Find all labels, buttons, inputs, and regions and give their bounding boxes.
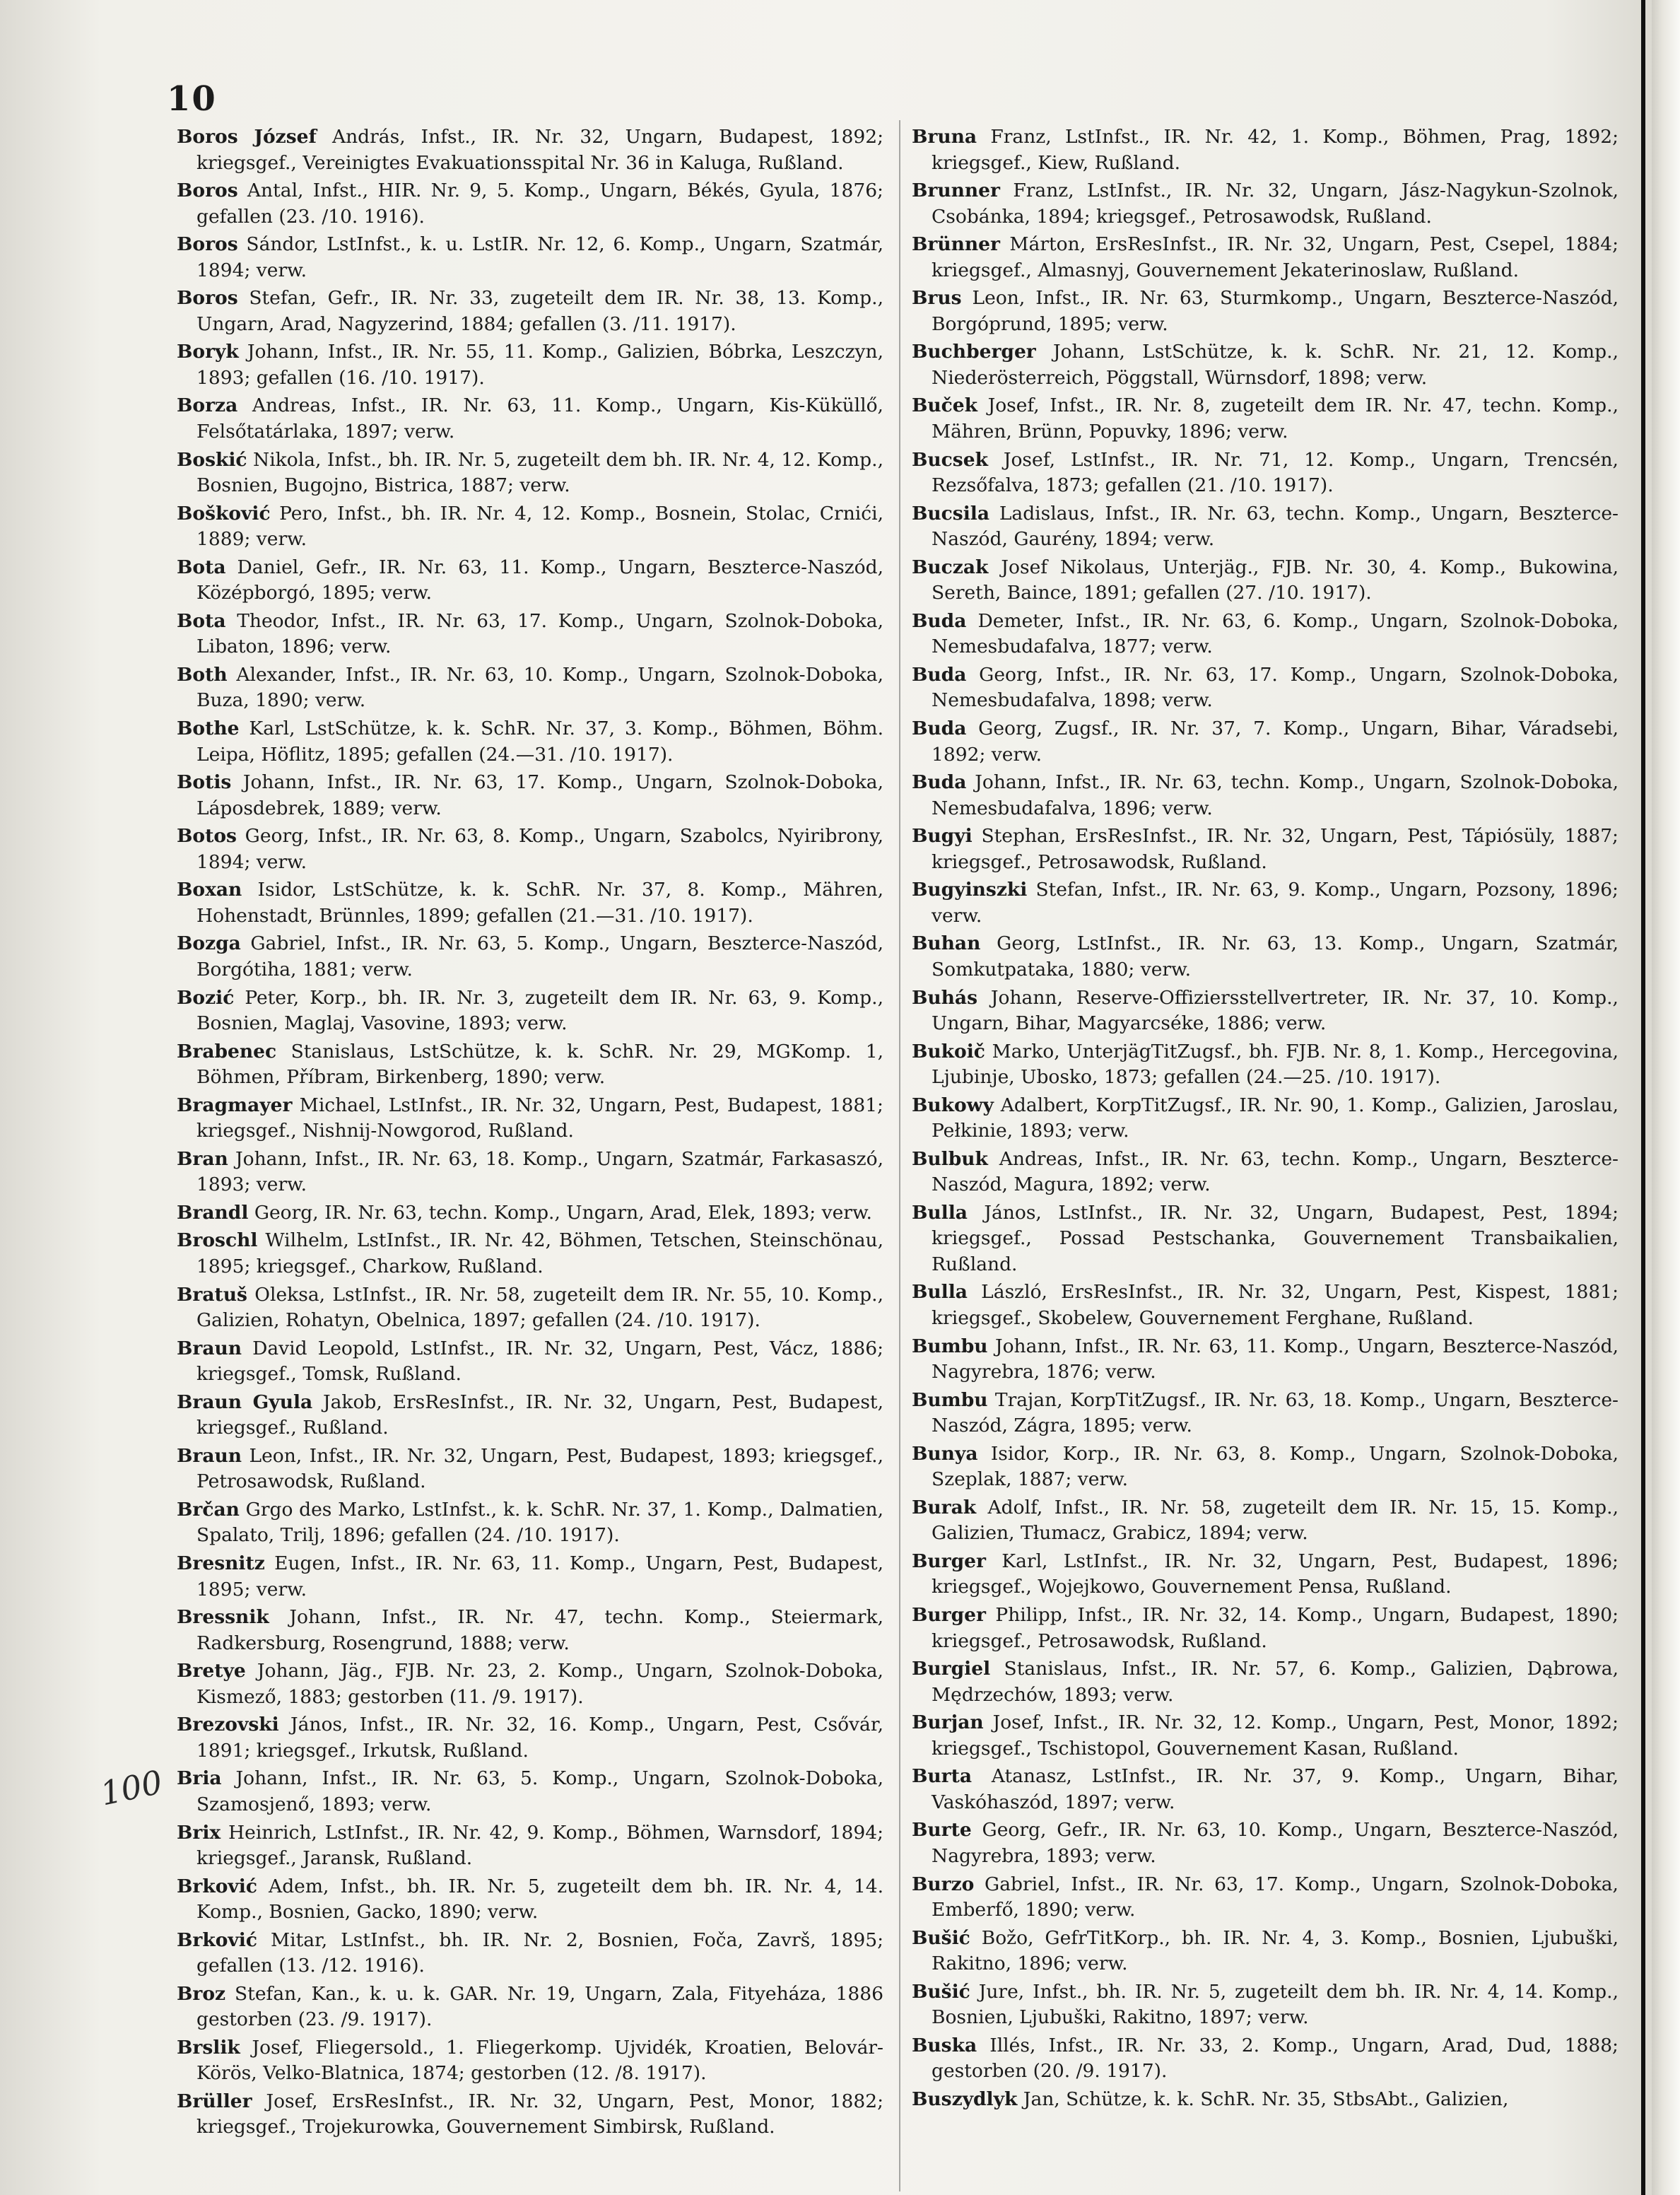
list-entry [912,1710,1619,1762]
list-entry [177,1982,883,2033]
entry-surname: Bota [177,609,226,632]
list-entry [177,1605,883,1656]
list-entry [177,1712,883,1764]
list-entry [177,1336,883,1388]
entry-surname: Buček [912,394,978,417]
list-entry [177,2035,883,2087]
entry-details: Alexander, Infst., IR. Nr. 63, 10. Komp., Ungarn, Szolnok-Doboka, Buza, 1890; verw. [196,663,883,712]
page-number: 10 [167,79,217,119]
entry-surname: Buda [912,771,967,794]
entry-details: Franz, LstInfst., IR. Nr. 32, Ungarn, Jász-Nagykun-Szolnok, Csobánka, 1894; kriegsgef., Petrosawodsk, Rußland. [932,180,1619,228]
list-entry [912,1549,1619,1600]
list-entry [177,1497,883,1549]
entry-surname: Brezovski [177,1714,279,1736]
entry-surname: Buhan [912,932,981,955]
entry-details: János, Infst., IR. Nr. 32, 16. Komp., Ungarn, Pest, Csővár, 1891; kriegsgef., Irkutsk, Rußland. [196,1714,883,1762]
entry-details: Stefan, Infst., IR. Nr. 63, 9. Komp., Ungarn, Pozsony, 1896; verw. [932,879,1619,927]
list-entry [177,286,883,337]
entry-details: Božo, GefrTitKorp., bh. IR. Nr. 4, 3. Komp., Bosnien, Ljubuški, Rakitno, 1896; verw. [932,1926,1619,1975]
entry-surname: Burte [912,1819,972,1842]
list-entry [177,1147,883,1198]
entry-surname: Borza [177,394,238,417]
entry-details: Eugen, Infst., IR. Nr. 63, 11. Komp., Ungarn, Pest, Budapest, 1895; verw. [196,1552,883,1600]
list-entry [912,232,1619,283]
entry-surname: Bošković [177,502,271,525]
entry-details: Johann, LstSchütze, k. k. SchR. Nr. 21, 12. Komp., Niederösterreich, Pöggstall, Würnsdorf, 1898; verw. [932,341,1619,389]
entry-surname: Brković [177,1875,257,1897]
entry-surname: Botos [177,825,237,848]
entry-surname: Bulla [912,1281,968,1304]
entry-details: Grgo des Marko, LstInfst., k. k. SchR. Nr. 37, 1. Komp., Dalmatien, Spalato, Trilj, 1896; gefallen (24. /10. 1917). [196,1498,883,1547]
entry-surname: Burzo [912,1873,975,1895]
entry-surname: Burta [912,1765,973,1788]
entry-surname: Brünner [912,233,1000,256]
entry-details: Oleksa, LstInfst., IR. Nr. 58, zugeteilt dem IR. Nr. 55, 10. Komp., Galizien, Rohatyn, Obelnica, 1897; gefallen (24. /10. 1917). [196,1283,883,1332]
list-entry [177,1444,883,1495]
entry-details: Wilhelm, LstInfst., IR. Nr. 42, Böhmen, Tetschen, Steinschönau, 1895; kriegsgef., Charkow, Rußland. [196,1229,883,1277]
entry-surname: Brabenec [177,1040,277,1063]
list-entry [177,1039,883,1091]
entry-surname: Burger [912,1604,986,1627]
page-edge-line [1641,0,1645,2195]
list-entry [912,124,1619,176]
list-entry [177,178,883,230]
entry-details: Daniel, Gefr., IR. Nr. 63, 11. Komp., Ungarn, Beszterce-Naszód, Középborgó, 1895; verw. [196,556,883,604]
list-entry [177,2089,883,2141]
entry-details: Nikola, Infst., bh. IR. Nr. 5, zugeteilt dem bh. IR. Nr. 4, 12. Komp., Bosnien, Bugojno, Bistrica, 1887; verw. [196,448,883,497]
entry-details: Johann, Infst., IR. Nr. 55, 11. Komp., Galizien, Bóbrka, Leszczyn, 1893; gefallen (16. /10. 1917). [196,341,883,389]
entry-details: Andreas, Infst., IR. Nr. 63, 11. Komp., Ungarn, Kis-Küküllő, Felsőtatárlaka, 1897; verw. [196,394,883,443]
entry-details: Josef, Infst., IR. Nr. 32, 12. Komp., Ungarn, Pest, Monor, 1892; kriegsgef., Tschistopol, Gouvernement Kasan, Rußland. [932,1711,1619,1760]
page-edge-shadow [1652,0,1680,2195]
entry-surname: Bukowy [912,1094,994,1116]
entry-details: Karl, LstInfst., IR. Nr. 32, Ungarn, Pest, Budapest, 1896; kriegsgef., Wojejkowo, Gouvernement Pensa, Rußland. [932,1550,1619,1598]
entry-details: Stefan, Gefr., IR. Nr. 33, zugeteilt dem IR. Nr. 38, 13. Komp., Ungarn, Arad, Nagyzerind, 1884; gefallen (3. /11. 1917). [196,287,883,335]
list-entry [177,1282,883,1334]
list-entry [912,1818,1619,1869]
list-entry [912,770,1619,821]
entry-surname: Buda [912,718,967,740]
entry-surname: Buda [912,609,967,632]
entry-surname: Bušić [912,1926,970,1949]
entry-details: Stephan, ErsResInfst., IR. Nr. 32, Ungarn, Pest, Tápiósüly, 1887; kriegsgef., Petrosawodsk, Rußland. [932,825,1619,873]
list-entry [177,1093,883,1145]
list-entry [912,662,1619,714]
entry-details: Georg, Infst., IR. Nr. 63, 17. Komp., Ungarn, Szolnok-Doboka, Nemesbudafalva, 1898; verw. [932,663,1619,712]
entry-details: Mitar, LstInfst., bh. IR. Nr. 2, Bosnien, Foča, Završ, 1895; gefallen (13. /12. 1916). [196,1928,883,1977]
entry-surname: Botis [177,771,232,794]
list-entry [912,2033,1619,2085]
entry-surname: Bressnik [177,1606,269,1629]
entry-details: Josef Nikolaus, Unterjäg., FJB. Nr. 30, 4. Komp., Bukowina, Sereth, Baince, 1891; gefallen (27. /10. 1917). [932,556,1619,604]
entry-surname: Bukoič [912,1040,985,1063]
entry-surname: Bugyinszki [912,879,1028,901]
list-entry [912,877,1619,929]
list-entry [912,178,1619,230]
entry-surname: Bozić [177,986,235,1009]
list-entry [177,501,883,553]
entry-details: Josef, ErsResInfst., IR. Nr. 32, Ungarn, Pest, Monor, 1882; kriegsgef., Trojekurowka, Gouvernement Simbirsk, Rußland. [196,2090,883,2138]
list-entry [912,1764,1619,1815]
entry-details: Adalbert, KorpTitZugsf., IR. Nr. 90, 1. Komp., Galizien, Jaroslau, Pełkinie, 1893; verw. [932,1094,1619,1142]
list-entry [177,393,883,445]
entry-details: Trajan, KorpTitZugsf., IR. Nr. 63, 18. Komp., Ungarn, Beszterce-Naszód, Zágra, 1895; verw. [932,1388,1619,1437]
entry-surname: Braun Gyula [177,1391,313,1413]
entry-surname: Brandl [177,1201,249,1224]
list-entry [912,1334,1619,1386]
list-entry [177,985,883,1037]
entry-surname: Bozga [177,932,241,955]
list-entry [912,1603,1619,1654]
entry-details: Theodor, Infst., IR. Nr. 63, 17. Komp., Ungarn, Szolnok-Doboka, Libaton, 1896; verw. [196,609,883,658]
entry-details: Johann, Jäg., FJB. Nr. 23, 2. Komp., Ungarn, Szolnok-Doboka, Kismező, 1883; gestorben (11. /9. 1917). [196,1660,883,1708]
list-entry [912,1495,1619,1547]
entry-details: László, ErsResInfst., IR. Nr. 32, Ungarn, Pest, Kispest, 1881; kriegsgef., Skobelew, Gouvernement Ferghane, Rußland. [932,1281,1619,1329]
list-entry [177,1928,883,1979]
entry-details: Johann, Infst., IR. Nr. 63, 17. Komp., Ungarn, Szolnok-Doboka, Láposdebrek, 1889; verw. [196,771,883,819]
list-entry [177,339,883,391]
entry-surname: Bruna [912,126,977,148]
entry-details: Sándor, LstInfst., k. u. LstIR. Nr. 12, 6. Komp., Ungarn, Szatmár, 1894; verw. [196,233,883,281]
entry-surname: Boskić [177,448,247,471]
entry-details: Johann, Infst., IR. Nr. 63, 18. Komp., Ungarn, Szatmár, Farkasaszó, 1893; verw. [196,1147,883,1196]
list-entry [177,716,883,768]
entry-surname: Broz [177,1982,226,2005]
entry-details: Karl, LstSchütze, k. k. SchR. Nr. 37, 3. Komp., Böhmen, Böhm. Leipa, Höflitz, 1895; gefallen (24.—31. /10. 1917). [196,718,883,766]
list-entry [177,1228,883,1280]
entry-surname: Bunya [912,1442,978,1465]
list-entry [177,1390,883,1441]
entry-details: János, LstInfst., IR. Nr. 32, Ungarn, Budapest, Pest, 1894; kriegsgef., Possad Pestschanka, Gouvernement Transbaikalien, Rußland. [932,1201,1619,1275]
entry-details: Andreas, Infst., IR. Nr. 63, techn. Komp., Ungarn, Beszterce-Naszód, Magura, 1892; verw. [932,1147,1619,1196]
list-entry [912,2087,1619,2113]
handwritten-margin-note: 100 [97,1762,166,1813]
entry-details: Illés, Infst., IR. Nr. 33, 2. Komp., Ungarn, Arad, Dud, 1888; gestorben (20. /9. 1917). [932,2034,1619,2083]
entry-details: Georg, Infst., IR. Nr. 63, 8. Komp., Ungarn, Szabolcs, Nyiribrony, 1894; verw. [196,825,883,873]
entry-surname: Buda [912,663,967,686]
entry-details: Pero, Infst., bh. IR. Nr. 4, 12. Komp., Bosnein, Stolac, Crnići, 1889; verw. [196,502,883,551]
entry-details: Adem, Infst., bh. IR. Nr. 5, zugeteilt dem bh. IR. Nr. 4, 14. Komp., Bosnien, Gacko, 1890; verw. [196,1875,883,1924]
entry-surname: Bucsila [912,502,990,525]
list-entry [177,662,883,714]
list-entry [912,1039,1619,1091]
entry-details: Josef, Infst., IR. Nr. 8, zugeteilt dem IR. Nr. 47, techn. Komp., Mähren, Brünn, Popuvky, 1896; verw. [932,394,1619,443]
list-entry [912,393,1619,445]
entry-surname: Burak [912,1496,977,1518]
entry-surname: Burgiel [912,1658,991,1680]
entry-surname: Bumbu [912,1388,988,1411]
entry-details: Johann, Infst., IR. Nr. 63, 11. Komp., Ungarn, Beszterce-Naszód, Nagyrebra, 1876; verw. [932,1335,1619,1383]
entry-surname: Boros József [177,126,317,148]
list-entry [912,1147,1619,1198]
entry-surname: Boryk [177,341,239,363]
entry-details: Isidor, LstSchütze, k. k. SchR. Nr. 37, 8. Komp., Mähren, Hohenstadt, Brünnles, 1899; gefallen (21.—31. /10. 1917). [196,879,883,927]
entry-surname: Brunner [912,180,1000,202]
list-entry [912,1200,1619,1278]
list-entry [177,1200,883,1227]
entry-surname: Boxan [177,879,242,901]
list-entry [912,1388,1619,1439]
entry-surname: Brüller [177,2090,252,2112]
entry-details: Johann, Infst., IR. Nr. 63, 5. Komp., Ungarn, Szolnok-Doboka, Szamosjenő, 1893; verw. [196,1767,883,1815]
entry-details: Georg, Zugsf., IR. Nr. 37, 7. Komp., Ungarn, Bihar, Váradsebi, 1892; verw. [932,718,1619,766]
entry-surname: Buhás [912,986,978,1009]
entry-details: Márton, ErsResInfst., IR. Nr. 32, Ungarn, Pest, Csepel, 1884; kriegsgef., Almasnyj, Gouvernement Jekaterinoslaw, Rußland. [932,233,1619,281]
entry-details: Marko, UnterjägTitZugsf., bh. FJB. Nr. 8, 1. Komp., Hercegovina, Ljubinje, Ubosko, 1873; gefallen (24.—25. /10. 1917). [932,1040,1619,1089]
entry-details: Jan, Schütze, k. k. SchR. Nr. 35, StbsAbt., Galizien, [1017,2088,1509,2110]
entry-details: Stefan, Kan., k. u. k. GAR. Nr. 19, Ungarn, Zala, Fityeháza, 1886 gestorben (23. /9. 1917). [196,1982,883,2031]
list-entry [912,1441,1619,1493]
list-entry [177,232,883,283]
right-column [912,124,1619,2114]
list-entry [912,931,1619,983]
list-entry [177,447,883,499]
entry-details: Heinrich, LstInfst., IR. Nr. 42, 9. Komp., Böhmen, Warnsdorf, 1894; kriegsgef., Jaransk, Rußland. [196,1821,883,1869]
list-entry [177,124,883,176]
list-entry [912,1656,1619,1708]
entry-surname: Bulbuk [912,1147,988,1170]
entry-surname: Buska [912,2034,977,2056]
entry-details: Stanislaus, LstSchütze, k. k. SchR. Nr. 29, MGKomp. 1, Böhmen, Příbram, Birkenberg, 1890; verw. [196,1040,883,1089]
entry-details: Michael, LstInfst., IR. Nr. 32, Ungarn, Pest, Budapest, 1881; kriegsgef., Nishnij-Nowgorod, Rußland. [196,1094,883,1142]
entry-surname: Boros [177,233,238,256]
list-entry [177,877,883,929]
entry-surname: Both [177,663,228,686]
entry-details: Isidor, Korp., IR. Nr. 63, 8. Komp., Ungarn, Szolnok-Doboka, Szeplak, 1887; verw. [932,1442,1619,1491]
entry-surname: Brus [912,287,962,310]
entry-surname: Bugyi [912,825,973,848]
entry-details: Jakob, ErsResInfst., IR. Nr. 32, Ungarn, Pest, Budapest, kriegsgef., Rußland. [196,1391,883,1439]
entry-details: Atanasz, LstInfst., IR. Nr. 37, 9. Komp., Ungarn, Bihar, Vaskóhaszód, 1897; verw. [932,1765,1619,1813]
list-entry [177,1820,883,1872]
entry-details: Josef, LstInfst., IR. Nr. 71, 12. Komp., Ungarn, Trencsén, Rezsőfalva, 1873; gefallen (21. /10. 1917). [932,448,1619,497]
entry-surname: Bratuš [177,1283,247,1306]
list-entry [912,501,1619,553]
entry-surname: Bota [177,556,226,578]
entry-details: Georg, Gefr., IR. Nr. 63, 10. Komp., Ungarn, Beszterce-Naszód, Nagyrebra, 1893; verw. [932,1819,1619,1867]
entry-surname: Broschl [177,1229,258,1252]
list-entry [912,1093,1619,1145]
entry-details: Josef, Fliegersold., 1. Fliegerkomp. Ujvidék, Kroatien, Belovár-Körös, Velko-Blatnica, 1874; gestorben (12. /8. 1917). [196,2036,883,2085]
entry-surname: Bragmayer [177,1094,293,1116]
entry-surname: Burger [912,1550,986,1572]
entry-surname: Buczak [912,556,989,578]
entry-details: Johann, Infst., IR. Nr. 63, techn. Komp., Ungarn, Szolnok-Doboka, Nemesbudafalva, 1896; verw. [932,771,1619,819]
entry-surname: Bumbu [912,1335,988,1357]
entry-details: Franz, LstInfst., IR. Nr. 42, 1. Komp., Böhmen, Prag, 1892; kriegsgef., Kiew, Rußland. [932,126,1619,174]
entry-surname: Buchberger [912,341,1036,363]
list-entry [912,286,1619,337]
entry-surname: Buszydlyk [912,2088,1018,2110]
entry-surname: Boros [177,287,238,310]
list-entry [912,609,1619,660]
list-entry [912,716,1619,768]
entry-details: András, Infst., IR. Nr. 32, Ungarn, Budapest, 1892; kriegsgef., Vereinigtes Evakuationsspital Nr. 36 in Kaluga, Rußland. [196,126,884,174]
entry-details: Gabriel, Infst., IR. Nr. 63, 17. Komp., Ungarn, Szolnok-Doboka, Emberfő, 1890; verw. [932,1873,1619,1921]
entry-surname: Brslik [177,2036,240,2059]
entry-surname: Bušić [912,1980,970,2003]
entry-surname: Brković [177,1928,257,1951]
entry-surname: Bresnitz [177,1552,265,1575]
entry-surname: Braun [177,1337,242,1359]
list-entry [177,1766,883,1818]
column-divider [899,120,900,2191]
list-entry [912,447,1619,499]
entry-surname: Bretye [177,1660,246,1682]
entry-details: Adolf, Infst., IR. Nr. 58, zugeteilt dem IR. Nr. 15, 15. Komp., Galizien, Tłumacz, Grabicz, 1894; verw. [932,1496,1619,1545]
entry-details: Peter, Korp., bh. IR. Nr. 3, zugeteilt dem IR. Nr. 63, 9. Komp., Bosnien, Maglaj, Vasovine, 1893; verw. [196,986,883,1034]
list-entry [912,1926,1619,1977]
list-entry [912,985,1619,1037]
entry-details: Demeter, Infst., IR. Nr. 63, 6. Komp., Ungarn, Szolnok-Doboka, Nemesbudafalva, 1877; verw. [932,609,1619,658]
entry-details: Ladislaus, Infst., IR. Nr. 63, techn. Komp., Ungarn, Beszterce-Naszód, Gaurény, 1894; verw. [932,502,1619,551]
entry-details: Leon, Infst., IR. Nr. 32, Ungarn, Pest, Budapest, 1893; kriegsgef., Petrosawodsk, Rußland. [196,1444,883,1493]
list-entry [912,824,1619,875]
entry-details: Johann, Infst., IR. Nr. 47, techn. Komp., Steiermark, Radkersburg, Rosengrund, 1888; verw. [196,1606,883,1654]
entry-surname: Boros [177,180,238,202]
entry-surname: Bucsek [912,448,988,471]
list-entry [912,555,1619,607]
entry-surname: Bran [177,1147,228,1170]
entry-details: Leon, Infst., IR. Nr. 63, Sturmkomp., Ungarn, Beszterce-Naszód, Borgóprund, 1895; verw. [932,287,1619,335]
list-entry [177,824,883,875]
entry-details: Gabriel, Infst., IR. Nr. 63, 5. Komp., Ungarn, Beszterce-Naszód, Borgótiha, 1881; verw. [196,932,883,981]
entry-surname: Burjan [912,1711,984,1734]
list-entry [177,770,883,821]
entry-surname: Bria [177,1767,222,1790]
list-entry [912,1979,1619,2031]
entry-surname: Brčan [177,1498,240,1521]
list-entry [177,1658,883,1710]
entry-details: Georg, LstInfst., IR. Nr. 63, 13. Komp., Ungarn, Szatmár, Somkutpataka, 1880; verw. [932,932,1619,981]
entry-surname: Brix [177,1821,221,1844]
list-entry [177,931,883,983]
list-entry [177,1874,883,1926]
entry-details: Johann, Reserve-Offiziersstellvertreter, IR. Nr. 37, 10. Komp., Ungarn, Bihar, Magyarcséke, 1886; verw. [932,986,1619,1034]
entry-details: Stanislaus, Infst., IR. Nr. 57, 6. Komp., Galizien, Dąbrowa, Mędrzechów, 1893; verw. [932,1658,1619,1706]
list-entry [912,1280,1619,1331]
list-entry [912,339,1619,391]
list-entry [177,609,883,660]
left-column [177,124,883,2143]
entry-details: Georg, IR. Nr. 63, techn. Komp., Ungarn, Arad, Elek, 1893; verw. [248,1201,872,1224]
entry-details: David Leopold, LstInfst., IR. Nr. 32, Ungarn, Pest, Vácz, 1886; kriegsgef., Tomsk, Rußland. [196,1337,883,1386]
entry-surname: Bulla [912,1201,968,1224]
list-entry [177,1551,883,1603]
entry-details: Jure, Infst., bh. IR. Nr. 5, zugeteilt dem bh. IR. Nr. 4, 14. Komp., Bosnien, Ljubuški, Rakitno, 1897; verw. [932,1980,1619,2029]
entry-details: Antal, Infst., HIR. Nr. 9, 5. Komp., Ungarn, Békés, Gyula, 1876; gefallen (23. /10. 1916). [196,180,883,228]
entry-surname: Bothe [177,718,240,740]
list-entry [177,555,883,607]
list-entry [912,1872,1619,1924]
entry-surname: Braun [177,1444,242,1467]
entry-details: Philipp, Infst., IR. Nr. 32, 14. Komp., Ungarn, Budapest, 1890; kriegsgef., Petrosawodsk, Rußland. [932,1604,1619,1652]
